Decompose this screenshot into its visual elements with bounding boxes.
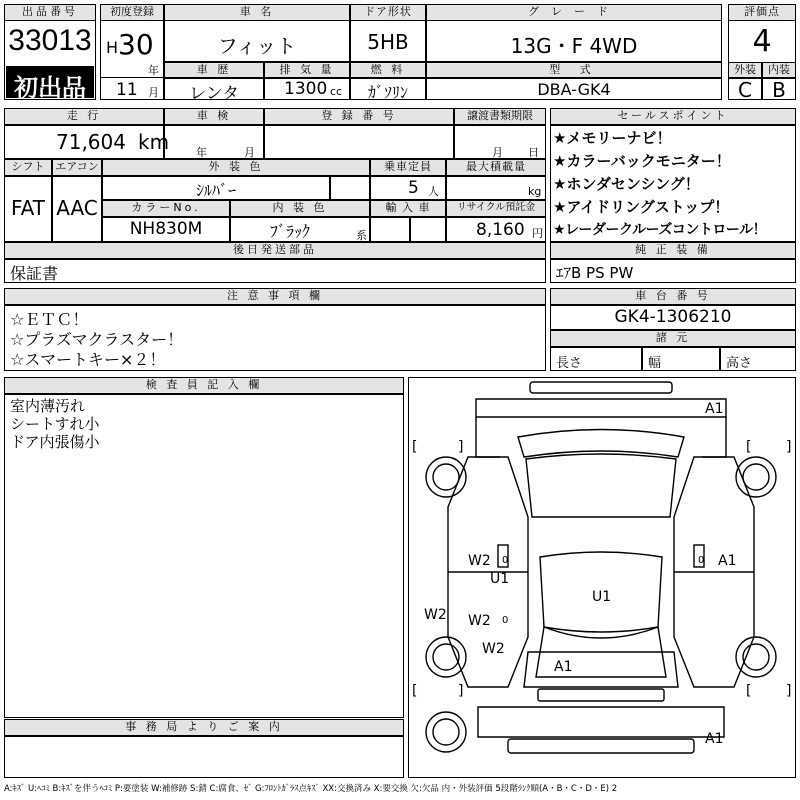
color-no-label: カラーNo.	[102, 200, 230, 217]
later-parts-cell	[4, 259, 546, 283]
width-label: 幅	[648, 356, 662, 371]
int-color-suffix: 系	[356, 229, 367, 242]
bracket-open: [	[746, 439, 752, 455]
mark-right: A1	[718, 553, 737, 569]
import-cell-a	[370, 217, 410, 242]
color-no: NH830M	[129, 219, 203, 239]
sales-point: ★カラーバックモニター！	[553, 152, 731, 170]
year-unit: 年	[148, 64, 159, 77]
chassis-label: 車 台 番 号	[550, 288, 796, 305]
sales-point: ★アイドリングストップ！	[553, 198, 730, 216]
zero-mark: 0	[502, 615, 509, 626]
registration-cell	[264, 125, 454, 159]
transfer-label: 譲渡書類期限	[454, 108, 546, 125]
model: DBA-GK4	[537, 80, 611, 99]
fuel: ｶﾞｿﾘﾝ	[367, 83, 408, 102]
inspector-label: 検 査 員 記 入 欄	[4, 377, 404, 394]
sales-point: ★レーダークルーズコントロール！	[553, 222, 767, 238]
spare-wheel	[426, 712, 466, 752]
import-cell-b	[410, 217, 446, 242]
first-reg-month: 11	[116, 80, 138, 100]
bracket-close: ]	[458, 683, 464, 699]
bracket-open: [	[412, 683, 418, 699]
ext-color-label: 外 装 色	[102, 159, 370, 176]
registration-label: 登 録 番 号	[264, 108, 454, 125]
displacement: 1300	[284, 79, 328, 99]
zero-mark: 0	[698, 555, 705, 566]
mark-left3: W2	[482, 641, 505, 657]
note-item: ☆スマートキー×２！	[10, 350, 166, 369]
lot-number: 33013	[8, 24, 92, 57]
max-load-unit: kg	[528, 185, 542, 198]
divider	[100, 77, 164, 78]
notes-label: 注 意 事 項 欄	[4, 288, 546, 305]
specs-label: 諸 元	[550, 330, 796, 347]
mark-u-left: U1	[490, 571, 510, 587]
transfer-month-unit: 月	[492, 146, 503, 159]
first-registration-label: 初度登録	[100, 4, 164, 21]
capacity: 5	[408, 178, 419, 198]
first-reg-year: 30	[118, 28, 154, 61]
door-type: 5HB	[367, 30, 409, 54]
car-diagram	[408, 377, 796, 778]
car-name: フィット	[217, 34, 297, 58]
shift: FAT	[10, 196, 45, 220]
inspection-label: 車 検	[164, 108, 264, 125]
bracket-open: [	[746, 683, 752, 699]
zero-mark: 0	[502, 555, 509, 566]
score: 4	[752, 24, 772, 59]
office-label: 事 務 局 よ り ご 案 内	[4, 719, 404, 736]
inspector-line: ドア内張傷小	[10, 433, 100, 451]
note-item: ☆ＥＴＣ！	[10, 310, 89, 329]
month-unit: 月	[148, 86, 159, 99]
interior-label: 内装	[762, 62, 796, 78]
bracket-close: ]	[458, 439, 464, 455]
door-type-label: ドア形状	[350, 4, 426, 21]
recycle: 8,160	[476, 220, 525, 240]
capacity-unit: 人	[428, 185, 439, 198]
grade: 13G・F 4WD	[510, 34, 638, 58]
roof-front-outline	[526, 454, 676, 517]
inspector-lines	[10, 395, 100, 449]
office-box	[4, 736, 404, 778]
length-label: 長さ	[556, 356, 583, 371]
windshield-outline	[518, 430, 684, 458]
rear-panel-outline	[478, 707, 724, 737]
ext-color-extra-cell	[330, 176, 370, 200]
int-color: ﾌﾞﾗｯｸ	[269, 222, 310, 241]
mark-left1: W2	[468, 553, 491, 569]
recycle-unit: 円	[532, 227, 543, 240]
mark-left2: W2	[468, 613, 491, 629]
capacity-label: 乗車定員	[370, 159, 446, 176]
rear-lower-outline	[508, 739, 694, 753]
mark-trunk: A1	[554, 659, 573, 675]
mark-top: A1	[705, 401, 724, 417]
rear-left-wheel	[426, 637, 466, 677]
import-label: 輸 入 車	[370, 200, 446, 217]
mark-fender: W2	[424, 607, 447, 623]
later-parts: 保証書	[10, 264, 59, 283]
hood-outline	[476, 399, 726, 417]
chassis-number: GK4-1306210	[614, 307, 732, 327]
front-bumper-outline	[530, 382, 672, 393]
ac: AAC	[56, 196, 98, 220]
exterior-label: 外装	[728, 62, 762, 78]
era: H	[106, 38, 119, 57]
note-item: ☆プラズマクラスター！	[10, 330, 184, 349]
history: レンタ	[189, 84, 239, 104]
later-parts-label: 後日発送部品	[4, 242, 546, 259]
bracket-open: [	[412, 439, 418, 455]
bracket-close: ]	[786, 683, 792, 699]
inspection-year-unit: 年	[196, 146, 207, 159]
recycle-label: リサイクル預託金	[446, 200, 546, 217]
mileage-label: 走 行	[4, 108, 164, 125]
mark-bottom: A1	[705, 731, 724, 747]
car-name-label: 車 名	[164, 4, 350, 21]
sales-points-label: セールスポイント	[550, 108, 796, 125]
bracket-close: ]	[786, 439, 792, 455]
exterior-grade: C	[738, 78, 752, 102]
max-load-label: 最大積載量	[446, 159, 546, 176]
model-label: 型 式	[426, 62, 722, 78]
int-color-label: 内 装 色	[230, 200, 370, 217]
inspector-line: 室内薄汚れ	[10, 397, 86, 415]
trunk-outline	[524, 652, 678, 687]
history-label: 車 歴	[164, 62, 264, 78]
notes-list	[10, 307, 183, 367]
sales-point: ★メモリーナビ！	[553, 129, 672, 147]
mark-roof: U1	[592, 589, 612, 605]
transfer-day-unit: 日	[528, 146, 539, 159]
equipment-label: 純 正 装 備	[550, 242, 796, 259]
displacement-unit: cc	[330, 85, 343, 98]
mileage: 71,604	[56, 130, 126, 154]
inspection-month-unit: 月	[244, 146, 255, 159]
grade-label: グレード	[426, 4, 722, 21]
interior-grade: B	[772, 78, 786, 102]
ac-label: エアコン	[52, 159, 102, 176]
sales-points-list	[553, 127, 795, 242]
shift-label: シフト	[4, 159, 52, 176]
height-label: 高さ	[726, 356, 753, 371]
displacement-label: 排 気 量	[264, 62, 350, 78]
legend: A:ｷｽﾞ U:ﾍｺﾐ B:ｷｽﾞを伴うﾍｺﾐ P:要塗装 W:補修跡 S:錆 C:腐食、ｾﾞ G:ﾌﾛﾝﾄｶﾞﾗｽ点ｷｽﾞ XX:交換済み X:要交換 欠:欠品 内・外装評価 5段階ﾗﾝｸ順(A・B・C・D・E) 2	[4, 784, 618, 794]
ext-color: ｼﾙﾊﾞｰ	[195, 181, 236, 200]
mileage-unit: km	[138, 130, 170, 154]
rear-right-wheel	[736, 637, 776, 677]
rear-bumper-outline	[538, 689, 664, 701]
score-label: 評価点	[728, 4, 796, 21]
first-listing-text: 初出品	[14, 74, 86, 102]
equipment: ｴｱB PS PW	[556, 264, 634, 282]
lot-number-label: 出品番号	[4, 4, 96, 21]
sales-point: ★ホンダセンシング！	[553, 175, 700, 193]
fuel-label: 燃 料	[350, 62, 426, 78]
inspector-line: シートすれ小	[10, 415, 100, 433]
